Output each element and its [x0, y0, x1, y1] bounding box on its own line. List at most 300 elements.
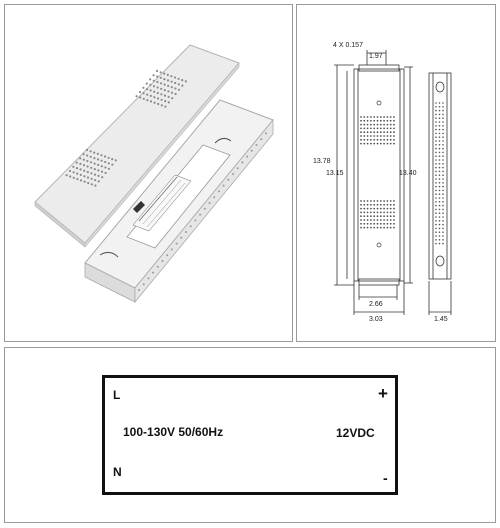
- vent-hole: [360, 208, 362, 210]
- dimension-drawing: [297, 5, 497, 343]
- vent-hole: [380, 139, 382, 141]
- vent-hole: [383, 120, 385, 122]
- input-line-label: L: [113, 388, 121, 402]
- vent-hole: [149, 78, 151, 80]
- vent-hole: [373, 143, 375, 145]
- vent-hole: [93, 157, 95, 159]
- vent-hole: [160, 93, 162, 95]
- vent-hole: [442, 190, 444, 192]
- vent-hole: [367, 200, 369, 202]
- vent-hole: [176, 243, 178, 245]
- vent-hole: [367, 120, 369, 122]
- vent-hole: [373, 219, 375, 221]
- dim-bottom-inner-width: 2.66: [369, 301, 383, 308]
- vent-hole: [439, 114, 441, 116]
- vent-hole: [146, 99, 148, 101]
- vent-hole: [256, 144, 258, 146]
- vent-hole: [393, 223, 395, 225]
- vent-hole: [80, 179, 82, 181]
- vent-hole: [108, 168, 110, 170]
- vent-hole: [83, 170, 85, 172]
- vent-hole: [439, 212, 441, 214]
- vent-hole: [160, 77, 162, 79]
- vent-hole: [367, 215, 369, 217]
- vent-hole: [241, 161, 243, 163]
- vent-hole: [367, 204, 369, 206]
- vent-hole: [76, 162, 78, 164]
- vent-hole: [174, 76, 176, 78]
- vent-hole: [373, 208, 375, 210]
- vent-hole: [435, 239, 437, 241]
- vent-hole: [213, 196, 215, 198]
- bottom-tab: [359, 279, 399, 285]
- vent-hole: [232, 173, 234, 175]
- vent-hole: [146, 88, 148, 90]
- vent-hole: [377, 208, 379, 210]
- vent-hole: [393, 116, 395, 118]
- vent-hole: [435, 129, 437, 131]
- vent-hole: [69, 170, 71, 172]
- vent-hole: [442, 178, 444, 180]
- vent-hole: [360, 200, 362, 202]
- vent-hole: [439, 193, 441, 195]
- vent-hole: [178, 78, 180, 80]
- vent-hole: [435, 148, 437, 150]
- vent-hole: [435, 140, 437, 142]
- vent-hole: [435, 190, 437, 192]
- vent-hole: [377, 223, 379, 225]
- vent-hole: [442, 125, 444, 127]
- vent-hole: [387, 120, 389, 122]
- vent-hole: [360, 128, 362, 130]
- vent-hole: [204, 208, 206, 210]
- vent-hole: [377, 124, 379, 126]
- vent-hole: [435, 243, 437, 245]
- vent-hole: [377, 204, 379, 206]
- vent-hole: [442, 171, 444, 173]
- vent-hole: [367, 128, 369, 130]
- vent-hole: [373, 139, 375, 141]
- vent-hole: [442, 121, 444, 123]
- vent-hole: [383, 204, 385, 206]
- vent-hole: [442, 110, 444, 112]
- vent-hole: [367, 131, 369, 133]
- vent-hole: [370, 135, 372, 137]
- vent-hole: [439, 220, 441, 222]
- vent-hole: [435, 205, 437, 207]
- vent-hole: [199, 214, 201, 216]
- vent-hole: [108, 157, 110, 159]
- vent-hole: [367, 212, 369, 214]
- vent-hole: [161, 99, 163, 101]
- vent-hole: [105, 172, 107, 174]
- vent-hole: [168, 101, 170, 103]
- vent-hole: [377, 200, 379, 202]
- vent-hole: [442, 216, 444, 218]
- vent-hole: [435, 159, 437, 161]
- vent-hole: [79, 163, 81, 165]
- vent-hole: [84, 181, 86, 183]
- vent-hole: [390, 204, 392, 206]
- vent-hole: [160, 71, 162, 73]
- vent-hole: [154, 102, 156, 104]
- vent-hole: [164, 84, 166, 86]
- vent-hole: [442, 186, 444, 188]
- vent-hole: [171, 92, 173, 94]
- vent-hole: [142, 87, 144, 89]
- vent-hole: [360, 135, 362, 137]
- vent-hole: [166, 254, 168, 256]
- vent-hole: [390, 212, 392, 214]
- vent-hole: [442, 224, 444, 226]
- dim-depth: 1.45: [434, 316, 448, 323]
- vent-hole: [393, 204, 395, 206]
- vent-hole: [373, 212, 375, 214]
- vent-hole: [442, 163, 444, 165]
- vent-hole: [439, 239, 441, 241]
- vent-hole: [439, 136, 441, 138]
- vent-hole: [167, 90, 169, 92]
- vent-hole: [150, 95, 152, 97]
- vent-hole: [87, 171, 89, 173]
- vent-hole: [390, 143, 392, 145]
- vent-hole: [442, 106, 444, 108]
- vent-hole: [383, 215, 385, 217]
- vent-hole: [175, 93, 177, 95]
- vent-hole: [373, 128, 375, 130]
- vent-hole: [435, 125, 437, 127]
- vent-hole: [367, 116, 369, 118]
- vent-hole: [76, 178, 78, 180]
- vent-hole: [373, 131, 375, 133]
- vent-hole: [171, 248, 173, 250]
- vent-hole: [439, 129, 441, 131]
- input-neutral-label: N: [113, 465, 122, 479]
- vent-hole: [363, 200, 365, 202]
- vent-hole: [393, 120, 395, 122]
- vent-hole: [94, 163, 96, 165]
- vent-hole: [360, 131, 362, 133]
- vent-hole: [387, 116, 389, 118]
- mount-hole: [377, 101, 381, 105]
- vent-hole: [442, 102, 444, 104]
- vent-hole: [442, 231, 444, 233]
- vent-hole: [393, 131, 395, 133]
- mount-hole: [377, 243, 381, 247]
- vent-hole: [360, 223, 362, 225]
- vent-hole: [90, 167, 92, 169]
- vent-hole: [442, 197, 444, 199]
- vent-hole: [380, 124, 382, 126]
- vent-hole: [377, 227, 379, 229]
- vent-hole: [170, 75, 172, 77]
- vent-hole: [390, 131, 392, 133]
- vent-hole: [380, 227, 382, 229]
- vent-hole: [435, 228, 437, 230]
- vent-hole: [390, 223, 392, 225]
- vent-hole: [160, 82, 162, 84]
- vent-hole: [157, 92, 159, 94]
- vent-hole: [380, 208, 382, 210]
- vent-hole: [363, 135, 365, 137]
- vent-hole: [393, 219, 395, 221]
- vent-hole: [435, 186, 437, 188]
- vent-hole: [387, 135, 389, 137]
- vent-hole: [377, 120, 379, 122]
- vent-hole: [108, 162, 110, 164]
- vent-hole: [97, 169, 99, 171]
- vent-hole: [439, 171, 441, 173]
- vent-hole: [442, 148, 444, 150]
- vent-hole: [91, 178, 93, 180]
- vent-hole: [442, 152, 444, 154]
- vent-hole: [367, 219, 369, 221]
- vent-hole: [83, 175, 85, 177]
- vent-hole: [435, 171, 437, 173]
- vent-hole: [390, 200, 392, 202]
- vent-hole: [178, 89, 180, 91]
- dim-overall-length: 13.78: [313, 158, 331, 165]
- vent-hole: [167, 74, 169, 76]
- vent-hole: [97, 158, 99, 160]
- vent-hole: [246, 156, 248, 158]
- vent-hole: [439, 110, 441, 112]
- vent-hole: [390, 227, 392, 229]
- vent-hole: [439, 133, 441, 135]
- vent-hole: [439, 201, 441, 203]
- vent-hole: [138, 289, 140, 291]
- vent-hole: [180, 237, 182, 239]
- vent-hole: [139, 96, 141, 98]
- vent-hole: [157, 86, 159, 88]
- vent-hole: [360, 116, 362, 118]
- vent-hole: [435, 174, 437, 176]
- vent-hole: [377, 131, 379, 133]
- vent-hole: [370, 200, 372, 202]
- vent-hole: [439, 144, 441, 146]
- vent-hole: [153, 80, 155, 82]
- vent-hole: [370, 139, 372, 141]
- vent-hole: [373, 204, 375, 206]
- vent-hole: [66, 174, 68, 176]
- vent-hole: [442, 228, 444, 230]
- vent-hole: [87, 176, 89, 178]
- vent-hole: [101, 171, 103, 173]
- vent-hole: [390, 128, 392, 130]
- vent-hole: [390, 135, 392, 137]
- vent-hole: [439, 174, 441, 176]
- vent-hole: [143, 283, 145, 285]
- vent-hole: [387, 227, 389, 229]
- vent-hole: [390, 208, 392, 210]
- vent-hole: [442, 193, 444, 195]
- vent-hole: [87, 165, 89, 167]
- vent-hole: [90, 161, 92, 163]
- vent-hole: [363, 139, 365, 141]
- vent-hole: [104, 155, 106, 157]
- vent-hole: [393, 135, 395, 137]
- vent-hole: [162, 260, 164, 262]
- vent-hole: [370, 208, 372, 210]
- vent-hole: [373, 200, 375, 202]
- vent-hole: [171, 86, 173, 88]
- vent-hole: [156, 81, 158, 83]
- vent-hole: [393, 128, 395, 130]
- vent-hole: [373, 227, 375, 229]
- vent-hole: [90, 156, 92, 158]
- vent-hole: [380, 120, 382, 122]
- vent-hole: [143, 92, 145, 94]
- vent-hole: [237, 167, 239, 169]
- vent-hole: [442, 205, 444, 207]
- vent-hole: [383, 208, 385, 210]
- vent-hole: [439, 155, 441, 157]
- vent-hole: [190, 225, 192, 227]
- dim-mount-length: 13.40: [399, 170, 417, 177]
- vent-hole: [146, 83, 148, 85]
- vent-hole: [163, 78, 165, 80]
- vent-hole: [383, 212, 385, 214]
- vent-hole: [80, 174, 82, 176]
- vent-hole: [373, 215, 375, 217]
- vent-hole: [83, 159, 85, 161]
- vent-hole: [167, 79, 169, 81]
- vent-hole: [383, 124, 385, 126]
- vent-hole: [387, 131, 389, 133]
- vent-hole: [390, 120, 392, 122]
- vent-hole: [442, 117, 444, 119]
- vent-hole: [360, 204, 362, 206]
- vent-hole: [390, 219, 392, 221]
- vent-hole: [251, 150, 253, 152]
- dim-bottom-width: 3.03: [369, 316, 383, 323]
- vent-hole: [439, 106, 441, 108]
- vent-hole: [156, 70, 158, 72]
- vent-hole: [143, 98, 145, 100]
- vent-hole: [442, 182, 444, 184]
- vent-hole: [387, 124, 389, 126]
- vent-hole: [439, 121, 441, 123]
- vent-hole: [377, 143, 379, 145]
- vent-hole: [383, 131, 385, 133]
- vent-hole: [370, 116, 372, 118]
- mount-slot: [436, 256, 444, 266]
- vent-hole: [439, 117, 441, 119]
- vent-hole: [380, 128, 382, 130]
- vent-hole: [181, 85, 183, 87]
- vent-hole: [442, 201, 444, 203]
- vent-hole: [387, 204, 389, 206]
- vent-hole: [439, 167, 441, 169]
- vent-hole: [383, 128, 385, 130]
- wiring-box: [102, 375, 398, 495]
- vent-hole: [153, 96, 155, 98]
- vent-hole: [393, 139, 395, 141]
- vent-hole: [360, 143, 362, 145]
- vent-hole: [94, 174, 96, 176]
- vent-hole: [367, 143, 369, 145]
- vent-hole: [387, 215, 389, 217]
- vent-hole: [91, 183, 93, 185]
- vent-hole: [435, 106, 437, 108]
- vent-hole: [439, 228, 441, 230]
- vent-hole: [181, 79, 183, 81]
- vent-hole: [439, 197, 441, 199]
- vent-hole: [363, 116, 365, 118]
- vent-hole: [363, 219, 365, 221]
- vent-hole: [94, 179, 96, 181]
- vent-hole: [435, 212, 437, 214]
- vent-hole: [209, 202, 211, 204]
- top-tab: [359, 65, 399, 71]
- vent-hole: [360, 139, 362, 141]
- product-photo-panel: [4, 4, 293, 342]
- vent-hole: [390, 139, 392, 141]
- vent-hole: [387, 143, 389, 145]
- vent-hole: [439, 224, 441, 226]
- vent-hole: [377, 219, 379, 221]
- vent-hole: [370, 124, 372, 126]
- vent-hole: [383, 227, 385, 229]
- vent-hole: [363, 212, 365, 214]
- vent-hole: [104, 161, 106, 163]
- vent-hole: [260, 138, 262, 140]
- vent-hole: [363, 124, 365, 126]
- vent-hole: [86, 154, 88, 156]
- vent-hole: [387, 212, 389, 214]
- vent-hole: [363, 120, 365, 122]
- side-view-outline: [429, 73, 451, 279]
- vent-hole: [157, 266, 159, 268]
- vent-hole: [439, 140, 441, 142]
- vent-hole: [171, 97, 173, 99]
- vent-hole: [393, 143, 395, 145]
- vent-hole: [367, 139, 369, 141]
- vent-hole: [164, 89, 166, 91]
- vent-hole: [363, 215, 365, 217]
- vent-hole: [157, 103, 159, 105]
- vent-hole: [439, 216, 441, 218]
- vent-hole: [363, 131, 365, 133]
- vent-hole: [152, 272, 154, 274]
- vent-hole: [83, 164, 85, 166]
- vent-hole: [153, 85, 155, 87]
- vent-hole: [435, 155, 437, 157]
- vent-hole: [377, 215, 379, 217]
- vent-hole: [393, 200, 395, 202]
- vent-hole: [194, 219, 196, 221]
- output-negative-label: -: [383, 470, 388, 486]
- vent-hole: [387, 223, 389, 225]
- vent-hole: [393, 212, 395, 214]
- vent-hole: [380, 204, 382, 206]
- vent-hole: [383, 219, 385, 221]
- vent-hole: [442, 155, 444, 157]
- vent-hole: [370, 204, 372, 206]
- vent-hole: [360, 219, 362, 221]
- vent-hole: [435, 144, 437, 146]
- vent-hole: [94, 185, 96, 187]
- vent-hole: [435, 231, 437, 233]
- vent-hole: [86, 149, 88, 151]
- vent-hole: [373, 223, 375, 225]
- vent-hole: [363, 223, 365, 225]
- vent-hole: [442, 243, 444, 245]
- vent-hole: [380, 212, 382, 214]
- vent-hole: [101, 165, 103, 167]
- vent-hole: [380, 219, 382, 221]
- vent-hole: [380, 131, 382, 133]
